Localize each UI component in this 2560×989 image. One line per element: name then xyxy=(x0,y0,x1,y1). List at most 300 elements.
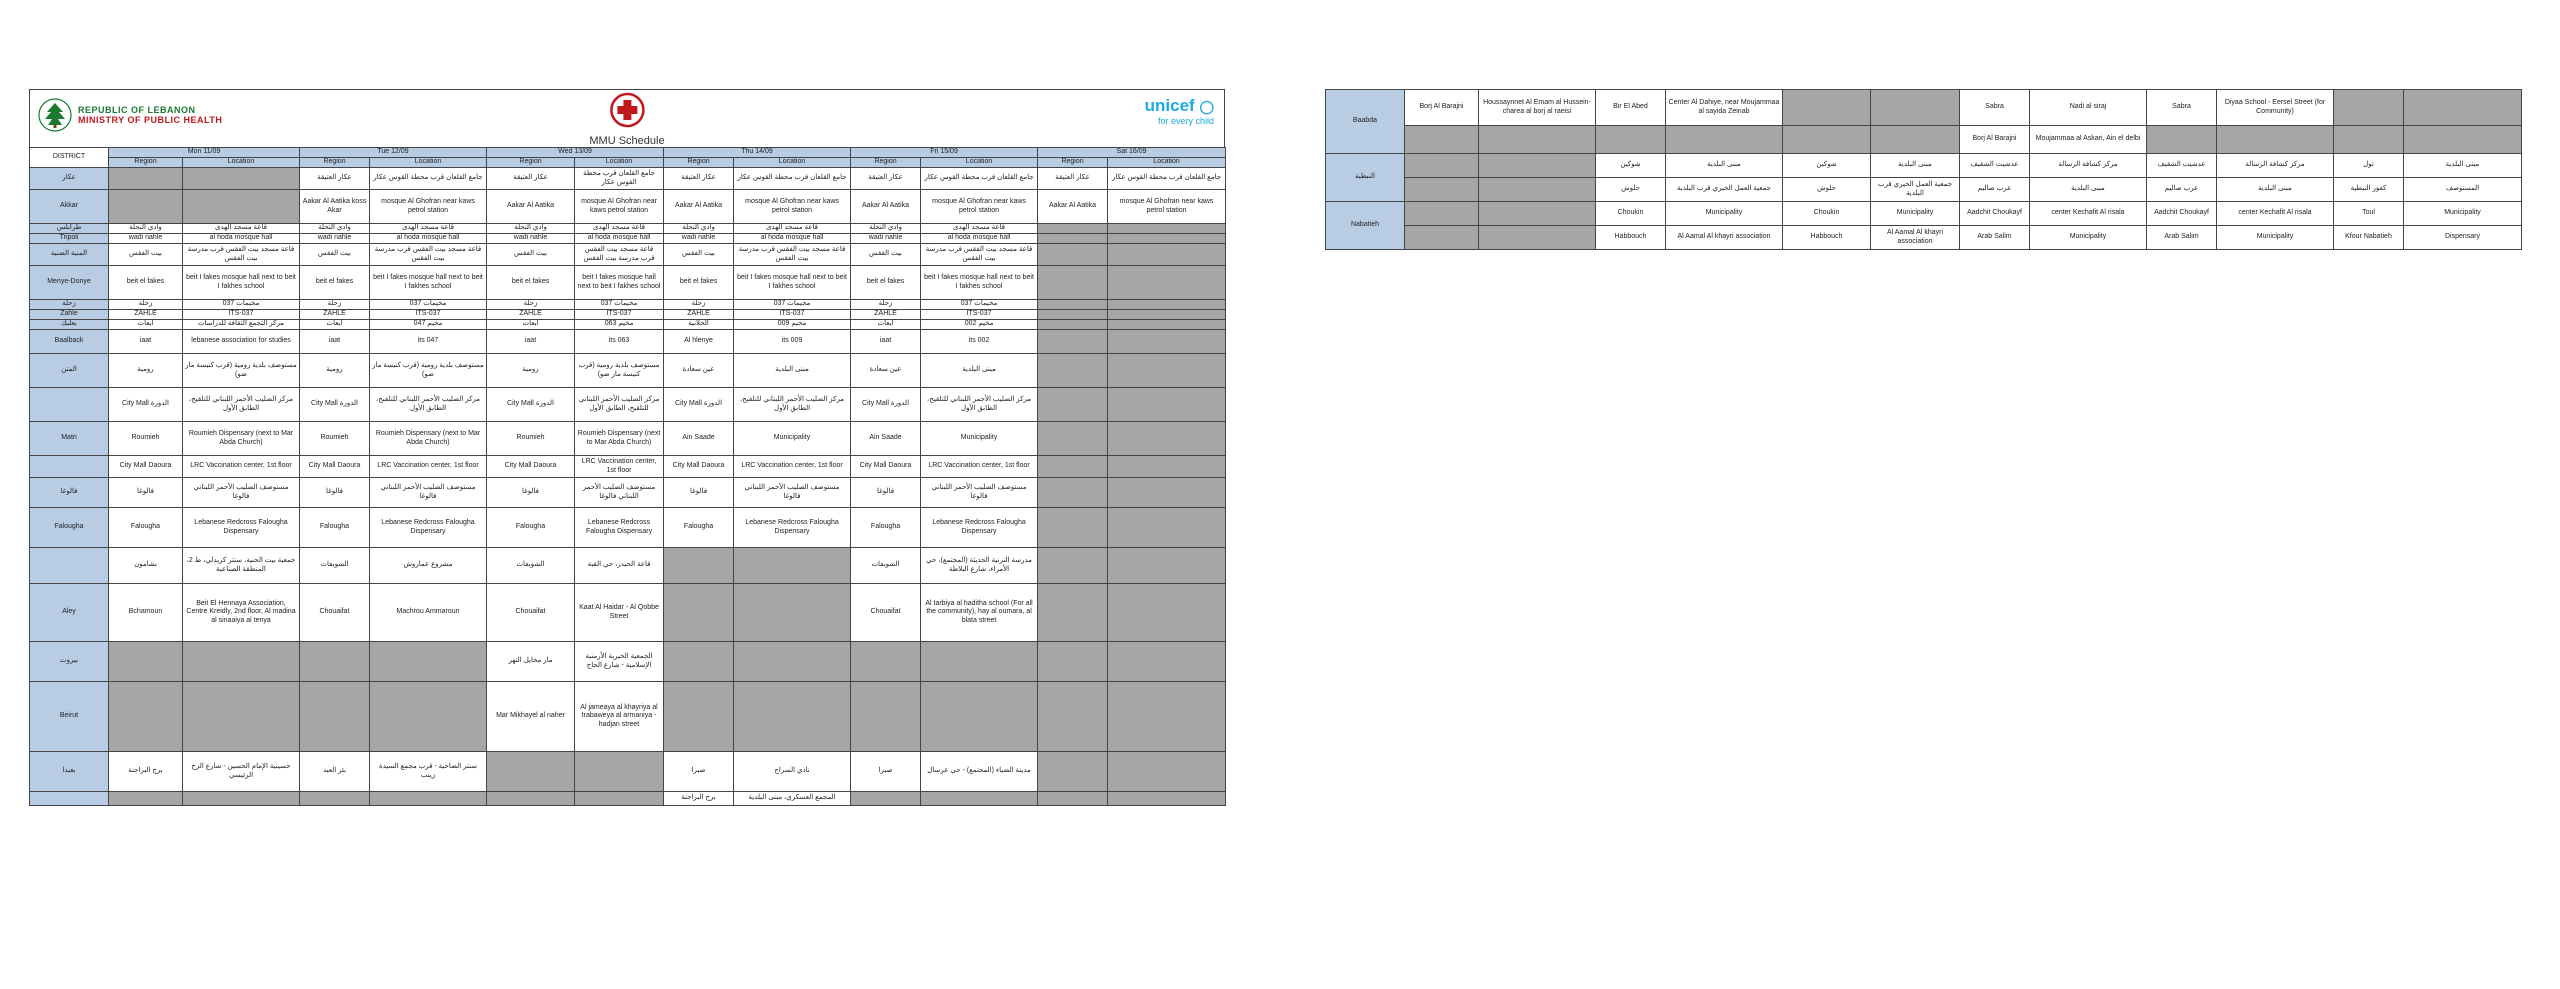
empty-cell xyxy=(1038,642,1108,682)
location-cell: جامع القلعان قرب محطة القوس عكار xyxy=(921,168,1038,190)
table-row xyxy=(30,244,1226,266)
location-cell: مستوصف الصليب الأحمر اللبناني فالوغا xyxy=(575,478,664,508)
location-cell: قاعة مسجد بيت الفقس قرب مدرسة بيت الفقس xyxy=(183,244,300,266)
region-cell: Aadchit Choukayf xyxy=(1960,202,2030,226)
region-cell: وادي النحلة xyxy=(300,224,370,234)
location-cell: جامع القلعان قرب محطة القوس عكار xyxy=(1108,168,1226,190)
region-cell: Habbouch xyxy=(1783,226,1871,250)
district-cell: Beirut xyxy=(30,682,109,752)
region-header: Region xyxy=(109,158,183,168)
region-cell: بئر العبد xyxy=(300,752,370,792)
location-cell: mosque Al Ghofran near kaws petrol station xyxy=(370,190,487,224)
empty-cell xyxy=(109,792,183,806)
table-row xyxy=(30,224,1226,234)
region-cell: بيت الفقس xyxy=(487,244,575,266)
empty-cell xyxy=(664,548,734,584)
empty-cell xyxy=(2334,90,2404,126)
empty-cell xyxy=(183,682,300,752)
page-title: MMU Schedule xyxy=(589,135,665,147)
region-cell: Bchamoun xyxy=(109,584,183,642)
location-cell: Center Al Dahiye, near Moujammaa al sayida Zeinab xyxy=(1666,90,1783,126)
location-cell: Al tarbiya al haditha school (For all the community), hay al oumara, al blata street xyxy=(921,584,1038,642)
empty-cell xyxy=(2334,126,2404,154)
region-cell: فالوغا xyxy=(487,478,575,508)
district-cell: Baabda xyxy=(1326,90,1405,154)
location-cell: Roumieh Dispensary (next to Mar Abda Church) xyxy=(183,422,300,456)
region-cell: عدشيت الشقيف xyxy=(1960,154,2030,178)
region-cell: Al hlenye xyxy=(664,330,734,354)
location-cell: مستوصف الصليب الأحمر اللبناني فالوغا xyxy=(734,478,851,508)
region-cell: زحلة xyxy=(109,300,183,310)
empty-cell xyxy=(1108,456,1226,478)
region-cell: عين سعادة xyxy=(664,354,734,388)
location-cell: Al Aamal Al khayri association xyxy=(1666,226,1783,250)
table-row xyxy=(30,330,1226,354)
region-cell: وادي النحلة xyxy=(664,224,734,234)
region-cell: Kfour Nabatieh xyxy=(2334,226,2404,250)
table-row xyxy=(30,310,1226,320)
moph-title-line2: MINISTRY OF PUBLIC HEALTH xyxy=(78,115,223,125)
location-cell: جامع القلعان قرب محطة القوس عكار xyxy=(575,168,664,190)
day-header-row xyxy=(30,148,1226,158)
location-cell: مبنى البلدية xyxy=(921,354,1038,388)
location-cell: مخيم 002 xyxy=(921,320,1038,330)
region-cell: زحلة xyxy=(664,300,734,310)
empty-cell xyxy=(1479,226,1596,250)
empty-cell xyxy=(183,642,300,682)
location-cell: المستوصف xyxy=(2404,178,2522,202)
empty-cell xyxy=(1783,90,1871,126)
location-cell: مستوصف بلدية رومية (قرب كنيسة مار ضو) xyxy=(370,354,487,388)
location-cell: Municipality xyxy=(1871,202,1960,226)
empty-cell xyxy=(1038,354,1108,388)
empty-cell xyxy=(1108,682,1226,752)
location-cell: جمعية العمل الخيري قرب البلدية xyxy=(1871,178,1960,202)
district-cell: عكار xyxy=(30,168,109,190)
empty-cell xyxy=(1038,244,1108,266)
table-row xyxy=(30,190,1226,224)
table-row xyxy=(1326,90,2522,126)
location-cell: Machrou Ammaroun xyxy=(370,584,487,642)
table-row xyxy=(30,682,1226,752)
location-cell: جمعية العمل الخيري قرب البلدية xyxy=(1666,178,1783,202)
empty-cell xyxy=(183,792,300,806)
region-cell: وادي النحلة xyxy=(487,224,575,234)
location-header: Location xyxy=(1108,158,1226,168)
day-header: Wed 13/09 xyxy=(487,148,664,158)
location-cell: its 047 xyxy=(370,330,487,354)
region-cell: beit el fakes xyxy=(109,266,183,300)
empty-cell xyxy=(851,682,921,752)
location-cell: Roumieh Dispensary (next to Mar Abda Church) xyxy=(370,422,487,456)
district-cell: النبطية xyxy=(1326,154,1405,202)
region-cell: ايعات xyxy=(851,320,921,330)
location-cell: مخيمات 037 xyxy=(370,300,487,310)
empty-cell xyxy=(851,642,921,682)
location-cell: al hoda mosque hall xyxy=(183,234,300,244)
region-cell: بيت الفقس xyxy=(109,244,183,266)
district-cell: Tripoli xyxy=(30,234,109,244)
unicef-logo xyxy=(1145,96,1214,126)
location-cell: Roumieh Dispensary (next to Mar Abda Church) xyxy=(575,422,664,456)
table-row xyxy=(1326,202,2522,226)
table-row xyxy=(30,584,1226,642)
location-cell: قاعة مسجد الهدى xyxy=(183,224,300,234)
location-header: Location xyxy=(183,158,300,168)
region-cell: رومية xyxy=(487,354,575,388)
location-cell: مركز الصليب الأحمر اللبناني للتلقيح، الطابق الأول xyxy=(183,388,300,422)
location-cell: Dispensary xyxy=(2404,226,2522,250)
region-cell: عدشيت الشقيف xyxy=(2147,154,2217,178)
region-cell: Arab Salim xyxy=(1960,226,2030,250)
empty-cell xyxy=(1871,126,1960,154)
region-cell: Falougha xyxy=(664,508,734,548)
location-cell: center Kechafit Al risala xyxy=(2217,202,2334,226)
location-cell: beit I fakes mosque hall next to beit I fakhes school xyxy=(370,266,487,300)
empty-cell xyxy=(1038,310,1108,320)
empty-cell xyxy=(1108,266,1226,300)
red-cross-icon xyxy=(609,92,645,128)
region-cell: Habbouch xyxy=(1596,226,1666,250)
location-cell: قاعة مسجد بيت الفقس قرب مدرسة بيت الفقس xyxy=(370,244,487,266)
empty-cell xyxy=(300,642,370,682)
region-cell: رومية xyxy=(109,354,183,388)
table-row xyxy=(30,266,1226,300)
region-cell: ايعات xyxy=(300,320,370,330)
empty-cell xyxy=(1038,266,1108,300)
region-cell: شوكين xyxy=(1596,154,1666,178)
location-cell: Lebanese Redcross Falougha Dispensary xyxy=(921,508,1038,548)
region-cell: wadi nahle xyxy=(664,234,734,244)
location-cell: al hoda mosque hall xyxy=(370,234,487,244)
empty-cell xyxy=(487,752,575,792)
location-cell: مبنى البلدية xyxy=(734,354,851,388)
empty-cell xyxy=(1871,90,1960,126)
empty-cell xyxy=(487,792,575,806)
empty-cell xyxy=(1108,320,1226,330)
region-cell: عكار العتيقة xyxy=(664,168,734,190)
table-row xyxy=(1326,126,2522,154)
location-cell: mosque Al Ghofran near kaws petrol station xyxy=(575,190,664,224)
region-cell: فالوغا xyxy=(851,478,921,508)
table-row xyxy=(1326,226,2522,250)
region-cell: وادي النحلة xyxy=(109,224,183,234)
district-cell: Matn xyxy=(30,422,109,456)
empty-cell xyxy=(1038,478,1108,508)
location-cell: LRC Vaccination center, 1st floor xyxy=(734,456,851,478)
region-cell: رومية xyxy=(300,354,370,388)
empty-cell xyxy=(1108,584,1226,642)
day-header: Sat 16/09 xyxy=(1038,148,1226,158)
region-cell: عين سعادة xyxy=(851,354,921,388)
location-cell: قاعة مسجد الهدى xyxy=(370,224,487,234)
location-cell: Municipality xyxy=(2404,202,2522,226)
region-cell: Choukin xyxy=(1596,202,1666,226)
district-cell: Nabatieh xyxy=(1326,202,1405,250)
location-cell: its 063 xyxy=(575,330,664,354)
region-cell: Roumieh xyxy=(109,422,183,456)
empty-cell xyxy=(1479,126,1596,154)
location-cell: سنتر الضاحية - قرب مجمع السيدة زينب xyxy=(370,752,487,792)
empty-cell xyxy=(1038,300,1108,310)
location-cell: Al Aamal Al khayri association xyxy=(1871,226,1960,250)
empty-cell xyxy=(1405,202,1479,226)
location-cell: its 009 xyxy=(734,330,851,354)
region-cell: City Mall Daoura xyxy=(109,456,183,478)
district-cell xyxy=(30,792,109,806)
region-cell: صبرا xyxy=(851,752,921,792)
region-cell: Falougha xyxy=(487,508,575,548)
empty-cell xyxy=(1108,224,1226,234)
district-cell xyxy=(30,456,109,478)
location-cell: مخيم 047 xyxy=(370,320,487,330)
location-cell: Nadi al siraj xyxy=(2030,90,2147,126)
location-cell: مركز التجمع الثقافة للدراسات xyxy=(183,320,300,330)
empty-cell xyxy=(2404,126,2522,154)
empty-cell xyxy=(1038,320,1108,330)
empty-cell xyxy=(1108,300,1226,310)
empty-cell xyxy=(1479,178,1596,202)
table-row xyxy=(30,508,1226,548)
empty-cell xyxy=(1405,154,1479,178)
location-cell: Houssaynnet Al Emam al Hussein- charea al borj al raeisi xyxy=(1479,90,1596,126)
location-cell: مستوصف الصليب الأحمر اللبناني فالوغا xyxy=(370,478,487,508)
unicef-name: unicef xyxy=(1144,96,1195,115)
table-row xyxy=(30,422,1226,456)
region-cell: Sabra xyxy=(1960,90,2030,126)
location-cell: حسينية الإمام الحسين - شارع الرح الرئيسي xyxy=(183,752,300,792)
empty-cell xyxy=(921,792,1038,806)
location-cell: beit I fakes mosque hall next to beit I fakhes school xyxy=(575,266,664,300)
region-cell: ايعات xyxy=(109,320,183,330)
region-cell: الحلانية xyxy=(664,320,734,330)
table-row xyxy=(30,548,1226,584)
location-cell: جامع القلعان قرب محطة القوس عكار xyxy=(370,168,487,190)
location-cell: مبنى البلدية xyxy=(2030,178,2147,202)
region-cell: ZAHLE xyxy=(300,310,370,320)
location-cell: مشروع عماروش xyxy=(370,548,487,584)
region-cell: صبرا xyxy=(664,752,734,792)
location-cell: نادي السراج xyxy=(734,752,851,792)
table-row xyxy=(30,792,1226,806)
empty-cell xyxy=(1038,456,1108,478)
location-cell: مستوصف الصليب الأحمر اللبناني فالوغا xyxy=(183,478,300,508)
location-cell: its 002 xyxy=(921,330,1038,354)
location-cell: Lebanese Redcross Falougha Dispensary xyxy=(183,508,300,548)
empty-cell xyxy=(1108,330,1226,354)
table-row xyxy=(30,388,1226,422)
table-row xyxy=(30,320,1226,330)
empty-cell xyxy=(734,642,851,682)
location-cell: قاعة مسجد بيت الفقس قرب مدرسة بيت الفقس xyxy=(734,244,851,266)
location-cell: مخيم 009 xyxy=(734,320,851,330)
table-row xyxy=(30,234,1226,244)
region-cell: Chouaifat xyxy=(851,584,921,642)
location-cell: قاعة مسجد الهدى xyxy=(921,224,1038,234)
location-cell: مخيمات 037 xyxy=(575,300,664,310)
empty-cell xyxy=(921,642,1038,682)
day-header: Fri 15/09 xyxy=(851,148,1038,158)
day-header: Thu 14/09 xyxy=(664,148,851,158)
region-cell: وادي النحلة xyxy=(851,224,921,234)
region-cell: Falougha xyxy=(109,508,183,548)
region-cell: Roumieh xyxy=(487,422,575,456)
region-header: Region xyxy=(1038,158,1108,168)
region-cell: wadi nahle xyxy=(851,234,921,244)
location-cell: قاعة مسجد الهدى xyxy=(734,224,851,234)
location-cell: Municipality xyxy=(921,422,1038,456)
location-cell: Moujammaa al Askari, Ain el delbi xyxy=(2030,126,2147,154)
region-cell: City Mall Daoura xyxy=(300,456,370,478)
location-cell: ITS-037 xyxy=(370,310,487,320)
day-header: Tue 12/09 xyxy=(300,148,487,158)
empty-cell xyxy=(109,190,183,224)
header-logos xyxy=(29,89,1225,147)
region-header: Region xyxy=(851,158,921,168)
location-cell: ITS-037 xyxy=(921,310,1038,320)
location-cell: mosque Al Ghofran near kaws petrol station xyxy=(734,190,851,224)
empty-cell xyxy=(1108,310,1226,320)
table-row xyxy=(30,300,1226,310)
region-cell: عكار العتيقة xyxy=(1038,168,1108,190)
district-cell xyxy=(30,388,109,422)
region-cell: Falougha xyxy=(300,508,370,548)
region-cell: Aadchit Choukayf xyxy=(2147,202,2217,226)
empty-cell xyxy=(1405,226,1479,250)
location-cell: LRC Vaccination center, 1st floor xyxy=(575,456,664,478)
region-cell: beit el fakes xyxy=(487,266,575,300)
empty-cell xyxy=(300,682,370,752)
empty-cell xyxy=(1038,422,1108,456)
empty-cell xyxy=(1108,234,1226,244)
empty-cell xyxy=(1038,792,1108,806)
empty-cell xyxy=(109,682,183,752)
empty-cell xyxy=(1038,388,1108,422)
region-cell: Ain Saade xyxy=(664,422,734,456)
region-cell: ZAHLE xyxy=(487,310,575,320)
location-cell: ITS-037 xyxy=(575,310,664,320)
district-cell: طرابلس xyxy=(30,224,109,234)
location-cell: beit I fakes mosque hall next to beit I fakhes school xyxy=(183,266,300,300)
location-cell: ITS-037 xyxy=(183,310,300,320)
location-cell: مستوصف بلدية رومية (قرب كنيسة مار ضو) xyxy=(575,354,664,388)
district-cell: Baalback xyxy=(30,330,109,354)
empty-cell xyxy=(575,752,664,792)
location-cell: Diyaa School - Eersel Street (for Community) xyxy=(2217,90,2334,126)
region-cell: ZAHLE xyxy=(664,310,734,320)
table-row xyxy=(30,478,1226,508)
table-row xyxy=(30,354,1226,388)
district-cell: بعلبك xyxy=(30,320,109,330)
region-cell: عرب صاليم xyxy=(2147,178,2217,202)
location-cell: قاعة مسجد بيت الفقس قرب مدرسة بيت الفقس xyxy=(921,244,1038,266)
region-cell: Chouaifat xyxy=(300,584,370,642)
location-cell: مستوصف الصليب الأحمر اللبناني فالوغا xyxy=(921,478,1038,508)
empty-cell xyxy=(664,584,734,642)
location-cell: LRC Vaccination center, 1st floor xyxy=(370,456,487,478)
region-cell: wadi nahle xyxy=(109,234,183,244)
district-cell: فالوغا xyxy=(30,478,109,508)
district-cell: المنية الضنية xyxy=(30,244,109,266)
empty-cell xyxy=(734,548,851,584)
empty-cell xyxy=(921,682,1038,752)
region-cell: عكار العتيقة xyxy=(300,168,370,190)
location-cell: مخيم 063 xyxy=(575,320,664,330)
region-cell: Aakar Al Aatika xyxy=(487,190,575,224)
moph-title-line1: REPUBLIC OF LEBANON xyxy=(78,105,196,115)
empty-cell xyxy=(300,792,370,806)
region-cell: بشامون xyxy=(109,548,183,584)
empty-cell xyxy=(2147,126,2217,154)
empty-cell xyxy=(183,190,300,224)
district-cell: بيروت xyxy=(30,642,109,682)
region-cell: Ain Saade xyxy=(851,422,921,456)
district-cell: Aley xyxy=(30,584,109,642)
region-cell: Borj Al Barajni xyxy=(1405,90,1479,126)
location-cell: center Kechafit Al risala xyxy=(2030,202,2147,226)
region-cell: برج البراجنة xyxy=(109,752,183,792)
location-cell: قاعة مسجد بيت الفقس قرب مدرسة بيت الفقس xyxy=(575,244,664,266)
region-cell: حلوش xyxy=(1783,178,1871,202)
location-cell: مركز الصليب الأحمر اللبناني للتلقيح، الطابق الأول xyxy=(921,388,1038,422)
location-cell: قاعة مسجد الهدى xyxy=(575,224,664,234)
location-cell: beit I fakes mosque hall next to beit I fakhes school xyxy=(734,266,851,300)
location-header: Location xyxy=(575,158,664,168)
region-cell: ZAHLE xyxy=(851,310,921,320)
empty-cell xyxy=(109,168,183,190)
location-cell: Municipality xyxy=(734,422,851,456)
location-cell: LRC Vaccination center, 1st floor xyxy=(183,456,300,478)
location-cell: Municipality xyxy=(2217,226,2334,250)
region-cell: زحلة xyxy=(487,300,575,310)
location-cell: مركز الصليب الأحمر اللبناني للتلقيح، الطابق الأول xyxy=(734,388,851,422)
region-cell: زحلة xyxy=(851,300,921,310)
empty-cell xyxy=(2404,90,2522,126)
location-cell: مستوصف بلدية رومية (قرب كنيسة مار ضو) xyxy=(183,354,300,388)
location-cell: مخيمات 037 xyxy=(183,300,300,310)
empty-cell xyxy=(1666,126,1783,154)
empty-cell xyxy=(1108,388,1226,422)
empty-cell xyxy=(109,642,183,682)
region-cell: ايعات xyxy=(487,320,575,330)
empty-cell xyxy=(1596,126,1666,154)
region-cell: Aakar Al Aatika xyxy=(851,190,921,224)
empty-cell xyxy=(1108,508,1226,548)
location-cell: مركز كشافة الرسالة xyxy=(2030,154,2147,178)
region-cell: beit el fakes xyxy=(300,266,370,300)
schedule-sheet-left xyxy=(29,89,1225,806)
region-cell: wadi nahle xyxy=(487,234,575,244)
region-cell: Aakar Al Aatika xyxy=(1038,190,1108,224)
location-cell: الجمعية الخيرية الأرمنية الإسلامية - شارع الحاج xyxy=(575,642,664,682)
table-row xyxy=(1326,154,2522,178)
empty-cell xyxy=(1479,154,1596,178)
empty-cell xyxy=(1108,422,1226,456)
region-cell: Bir El Abed xyxy=(1596,90,1666,126)
table-row xyxy=(30,168,1226,190)
empty-cell xyxy=(1108,354,1226,388)
location-cell: مدرسة الترنية الحديثة (المجتمع)، حي الأمراء، شارع البلاطة xyxy=(921,548,1038,584)
location-cell: ITS-037 xyxy=(734,310,851,320)
region-cell: wadi nahle xyxy=(300,234,370,244)
location-cell: مركز الصليب الأحمر اللبناني للتلقيح، الطابق الأول xyxy=(370,388,487,422)
district-cell xyxy=(30,548,109,584)
region-cell: ZAHLE xyxy=(109,310,183,320)
region-cell: فالوغا xyxy=(664,478,734,508)
region-cell: City Mall الدورة xyxy=(664,388,734,422)
region-cell: City Mall Daoura xyxy=(664,456,734,478)
location-cell: Municipality xyxy=(2030,226,2147,250)
